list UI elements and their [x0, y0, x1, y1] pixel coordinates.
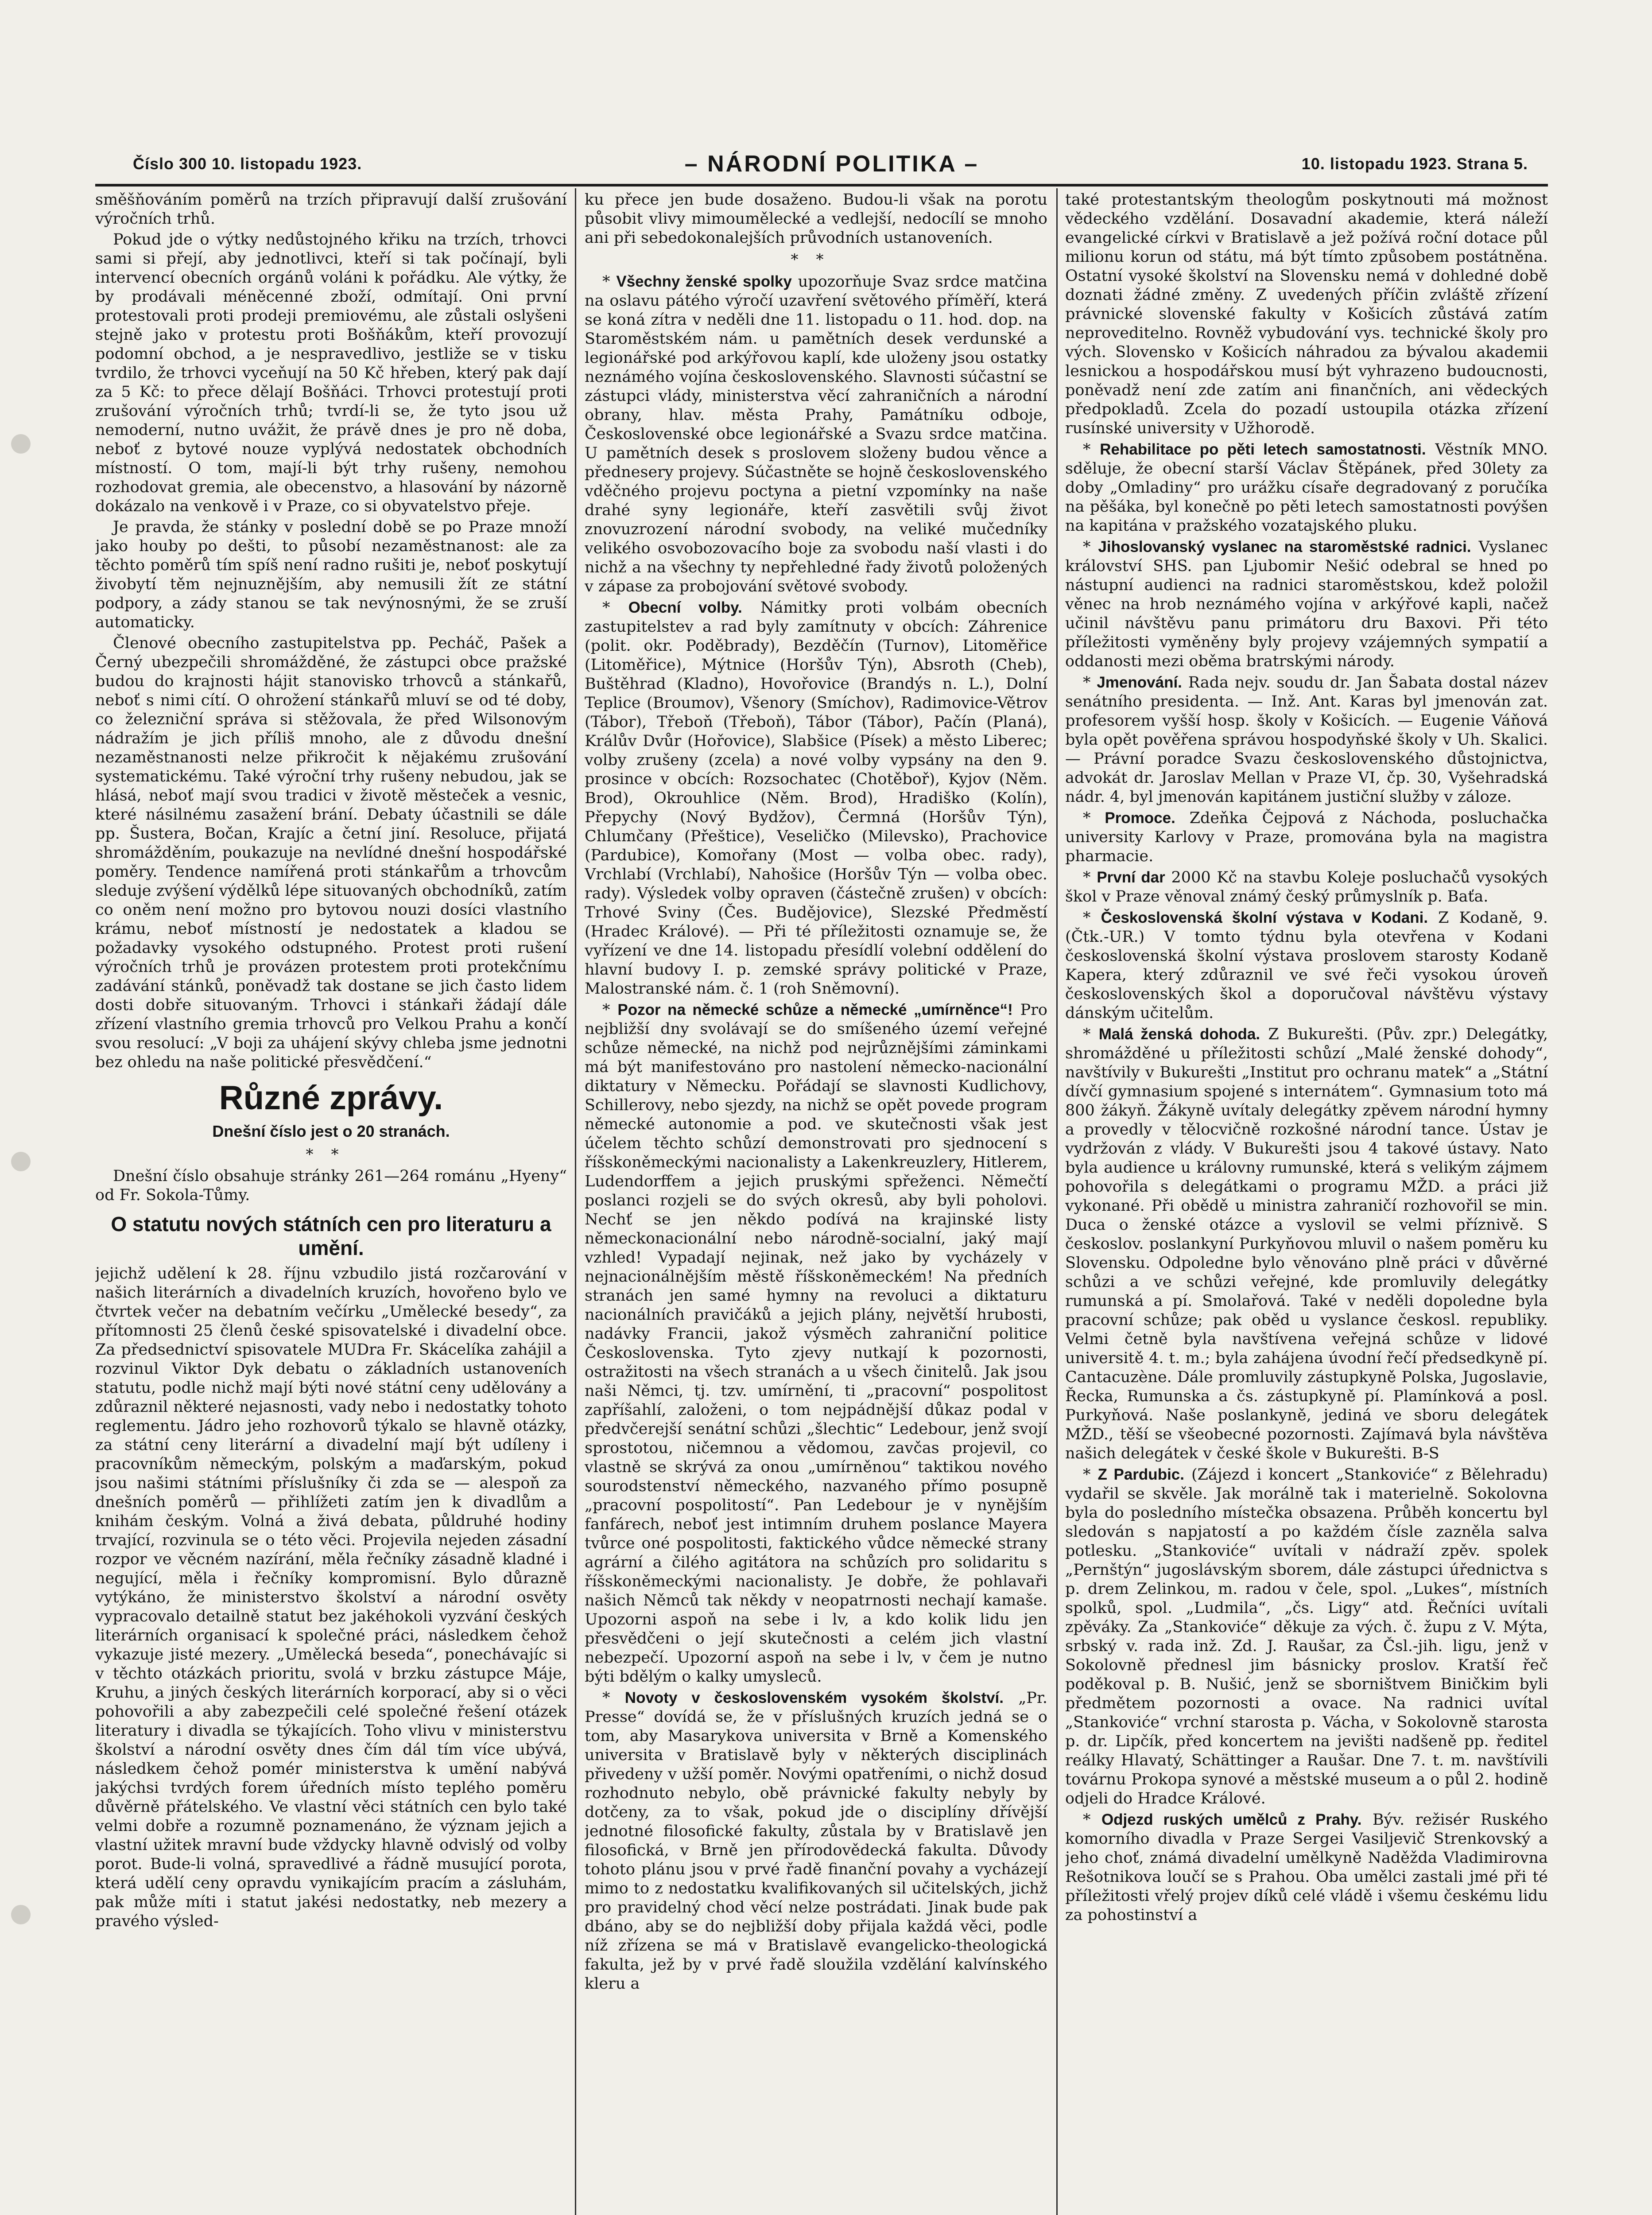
item-text: Věstník MNO. sděluje, že obecní starší Václav Štěpánek, před 30lety za doby „Omladiny“ pro urážku císaře degradovaný z poručíka na pěšáka, byl konečně po pěti letech samostatnosti povýšen na kapitána v pražského vozatajského pluku. [1065, 441, 1548, 535]
column-1 [95, 190, 567, 2215]
item-heading: Z Pardubic. [1097, 1466, 1184, 1483]
item-text: Z Bukurešti. (Pův. zpr.) Delegátky, shromážděné u příležitosti schůzí „Malé ženské dohody“, navštívily v Bukurešti „Institut pro ochranu matek“ a „Státní dívčí gymnasium spojené s internátem“. Gymnasium toto má 800 žákyň. Žákyně uvítaly delegátky zpěvem národní hymny a provedly v tělocvičně rozkošné národní tance. Ústav je vydržován z vlády. V Bukurešti jsou 4 takové ústavy. Nato byla audience u královny rumunské, která s velikým zájmem pohovořila s delegátkami o programu MŽD. a práci již vykonané. Při obědě u ministra zahraničí rozhovořil se min. Duca o ženské otázce a vyslovil se velmi příznivě. S českoslov. poslankyní Purkyňovou mluvil o našem poměru ku Slovensku. Odpoledne bylo věnováno plně práci v důvěrné schůzi a ve schůzi veřejné, kde promluvily delegátky rumunská a pí. Smolařová. Také v neděli dopoledne byla pracovní schůze; pak oběd u vyslance českosl. republiky. Velmi četně byla navštívena veřejná schůze v lidové universitě 4. t. m.; byla zahájena úvodní řečí předsedkyně pí. Cantacuzène. Dále promluvily zástupkyně Polska, Jugoslavie, Řecka, Rumunska a čs. zástupkyně pí. Plamínková a posl. Purkyňová. Naše poslankyně, jediná ve sboru delegátek MŽD., těší se všeobecné pozornosti. Zajímavá byla návštěva našich delegátek v české škole v Bukurešti. [1065, 1026, 1548, 1462]
notice-title: Dnešní číslo jest o 20 stranách. [212, 1122, 450, 1140]
paragraph: * Novoty v československém vysokém školství. „Pr. Presse“ dovídá se, že v příslušných kruzích jedná se o tom, aby Masarykova universita v Brně a Komenského universita v Bratislavě byly v některých disciplinách přivedeny v užší poměr. Novými opatřeními, o nichž dosud rozhodnuto nebylo, obě právnické fakulty nebyly by dotčeny, za to však, pokud jde o disciplíny dřívější jednotné filosofické fakulty, zůstala by v Bratislavě jen filosofická, v Brně jen přírodovědecká fakulta. Důvody tohoto plánu jsou v prvé řadě finanční povahy a vycházejí mimo to z nedostatku kvalifikovaných sil učitelských, jichž pro pravidelný chod věcí nelze postrádati. Jinak bude pak dbáno, aby se do nejbližší doby přijala každá věci, podle níž zřízena se má v Bratislavě evangelicko-theologická fakulta, jež by v prvé řadě sloužila vzdělání kalvínského kleru a [585, 1689, 1047, 1993]
item-text: Námitky proti volbám obecních zastupitelstev a rad byly zamítnuty v obcích: Záhrenice (polit. okr. Poděbrady), Bezděčín (Turnov), Litoměřice (Litoměřice), Mýtnice (Horšův Týn), Absroth (Cheb), Buštěhrad (Kladno), Hovořovice (Brandýs n. L.), Dolní Teplice (Broumov), Všenory (Smíchov), Radimovice-Větrov (Tábor), Třeboň (Třeboň), Tábor (Tábor), Pačín (Planá), Králův Dvůr (Hořovice), Slabšice (Písek) a město Liberec; volby zrušeny (zcela) a nové volby vypsány na den 9. prosince v obcích: Rozsochatec (Chotěboř), Kyjov (Něm. Brod), Okrouhlice (Něm. Brod), Hradiško (Kolín), Přepychy (Nový Bydžov), Čermná (Horšův Týn), Chlumčany (Přeštice), Veseličko (Milevsko), Prachovice (Pardubice), Komořany (Most — volba obec. rady), Vrchlabí (Vrchlabí), Nahošice (Horšův Týn — volba obec. rady). Výsledek volby opraven (částečně zrušen) v obcích: Trhové Sviny (Čes. Budějovice), Slezské Předměstí (Hradec Králové). — Při té příležitosti oznamuje se, že vyřízení ve dne 14. listopadu přesídlí volební oddělení do hlavní budovy I. p. zemské správy politické v Praze, Malostranské nám. č. 1 (roh Sněmovní). [585, 599, 1047, 998]
item-text: Rada nejv. soudu dr. Jan Šabata dostal název senátního presidenta. — Inž. Ant. Karas byl jmenován zat. profesorem vyšší hosp. školy v Košicích. — Eugenie Váňová byla opět pověřena správou hospodyňské školy v Uh. Skalici. — Právní poradce Svazu československého důstojnictva, advokát dr. Jaroslav Mellan v Praze VI, čp. 30, Vyšehradská nádr. 4, byl jmenován kapitánem justiční služby v záloze. [1065, 674, 1548, 806]
paragraph: * Obecní volby. Námitky proti volbám obecních zastupitelstev a rad byly zamítnuty v obcích: Záhrenice (polit. okr. Poděbrady), Bezděčín (Turnov), Litoměřice (Litoměřice), Mýtnice (Horšův Týn), Absroth (Cheb), Buštěhrad (Kladno), Hovořovice (Brandýs n. L.), Dolní Teplice (Broumov), Všenory (Smíchov), Radimovice-Větrov (Tábor), Třeboň (Třeboň), Tábor (Tábor), Pačín (Planá), Králův Dvůr (Hořovice), Slabšice (Písek) a město Liberec; volby zrušeny (zcela) a nové volby vypsány na den 9. prosince v obcích: Rozsochatec (Chotěboř), Kyjov (Něm. Brod), Okrouhlice (Něm. Brod), Hradiško (Kolín), Přepychy (Nový Bydžov), Čermná (Horšův Týn), Chlumčany (Přeštice), Veseličko (Milevsko), Prachovice (Pardubice), Komořany (Most — volba obec. rady), Vrchlabí (Vrchlabí), Nahošice (Horšův Týn — volba obec. rady). Výsledek volby opraven (částečně zrušen) v obcích: Trhové Sviny (Čes. Budějovice), Slezské Předměstí (Hradec Králové). — Při té příležitosti oznamuje se, že vyřízení ve dne 14. listopadu přesídlí volební oddělení do hlavní budovy I. p. zemské správy politické v Praze, Malostranské nám. č. 1 (roh Sněmovní). [585, 599, 1047, 998]
item-heading: Pozor na německé schůze a německé „umírněnce“! [617, 1001, 1013, 1018]
item-text: Z Kodaně, 9. (Čtk.-UR.) V tomto týdnu byla otevřena v Kodani československá školní výstava proslovem starosty Kodaně Kapera, který zdůraznil ve své řeči vysokou úroveň československých škol a doporučoval návštěvu výstavy dánským učitelům. [1065, 909, 1548, 1022]
paragraph: Členové obecního zastupitelstva pp. Pecháč, Pašek a Černý ubezpečili shromážděné, že zástupci obce pražské budou do krajnosti hájit stanovisko trhovců a stánkařů, neboť s nimi cítí. O ohrožení stánkařů mluví se od té doby, co železniční správa si stěžovala, že před Wilsonovým nádražím je jich příliš mnoho, ale z důvodu dnešní nezaměstnanosti nelze přikročit k nějakému zrušování systematickému. Také výroční trhy rušeny nebudou, jak se hlásá, neboť mají svou tradici v životě městeček a vesnic, které násilnému zasažení brání. Debaty účastnili se dále pp. Šustera, Bočan, Krajíc a četní jiní. Resoluce, přijatá shromážděním, poukazuje na nevlídné dnešní hospodářské poměry. Tendence namířená proti stánkařům a trhovcům sleduje zvýšení výdělků lépe situovaných obchodníků, zatím co oněm není možno pro bytovou nouzi dosíci vlastního krámu, neboť místností je nedostatek a kladou se požadavky vysokého odstupného. Protest proti rušení výročních trhů je provázen protestem proti protekčnímu zadávání stánků, poněvadž tak dostane se jich často lidem dosti dobře situovaným. Trhovci i stánkaři žádají dále zřízení vlastního gremia trhovců pro Velkou Prahu a končí svou resolucí: „V boji za uhájení skývy chleba jsme jednotni bez ohledu na naše politické přesvědčení.“ [95, 634, 567, 1071]
column-3 [1065, 190, 1548, 2215]
paragraph: * Pozor na německé schůze a německé „umírněnce“! Pro nejbližší dny svolávají se do smíšeného území veřejné schůze německé, na nichž pod nejrůznějšími záminkami má být manifestováno pro nastolení německo-nacionální diktatury v Německu. Pořádají se slavnosti Kudlichovy, Schillerovy, nebo sjezdy, na nichž se opět povede program německé autonomie a pod. ve skutečnosti však jest účelem těchto schůzí demonstrovati pro sjednocení s říšskoněmeckými nacionalisty a Lakenkreuzlery, Hitlerem, Ludendorffem a jejich pruskými spřeženci. Němečtí poslanci rozjeli se do svých okresů, aby byli poholovi. Nechť se jen někdo podívá na krajinské listy německonacionální nebo národně-socialní, jaký mají vzhled! Vypadají nejinak, než jako by vycházely v nejnacionálnějším městě říšskoněmeckém! Na předních stranách jen samé hymny na revoluci a diktaturu nacionálních pravičáků a jejich plány, největší hrubosti, nadávky Francii, jakož výsměch zahraniční politice Československa. Tyto zjevy nutkají k pozornosti, ostražitosti na všech stranách a u všech činitelů. Jak jsou naši Němci, tj. tzv. umírnění, ti „pracovní“ pospolitost zapříšahlí, založeni, o tom nejpádnější důkaz podal v předvčerejší senátní schůzi „šlechtic“ Ledebour, jenž svojí sprostotou, ničemnou a vědomou, zavčas projevil, co vlastně se skrývá za onou „umírněnou“ taktikou nového sourodstenství německého, nazvaného přímo posupně „pracovní pospolitostí“. Pan Ledebour je v nynějším fanfárech, neboť jest intimním druhem poslance Mayera tvůrce oné pospolitosti, faktického vůdce německé strany agrární a čilého agitátora na schůzích pro solidaritu s říšskoněmeckými nacionalisty. Je dobře, že pohlavaři našich Němců tak někdy v neopatrnosti nechají kamaše. Upozorni aspoň na sebe i lv, a kdo kolik lidu jen přesvědčeni o její skutečnosti a celém jich vlastní nebezpečí. Upozorní aspoň na sebe i lv, v čem je nutno býti bdělým o kalky umysleců. [585, 1001, 1047, 1686]
punch-hole [11, 1905, 31, 1924]
paragraph: Je pravda, že stánky v poslední době se po Praze množí jako houby po dešti, to působí nezaměstnanost: ale za těchto poměrů tím spíš není radno rušiti je, neboť poskytují živobytí těm nejnuznějším, aby nemusili žít ze státní podpory, a zády stanou se tak nevýnosnými, že se zruší automaticky. [95, 518, 567, 631]
paragraph: Pokud jde o výtky nedůstojného křiku na trzích, trhovci sami si přejí, aby jednotlivci, kteří si tak počínají, byli intervencí obecních orgánů voláni k pořádku. Ale výtky, že by prodávali méněcenné zboží, odmítají. Oni první protestovali proti prodeji premiovému, ale zůstali oslyšeni stejně jako v protestu proti Bošňákům, kteří provozují podomní obchod, a je nespravedlivo, jestliže se v tisku tvrdilo, že trhovci vyceňují na 50 Kč hřeben, který pak dají za 5 Kč: to přece dělají Bošňáci. Trhovci protestují proti zrušování výročních trhů; tvrdí-li se, že tyto jsou už nemoderní, nutno uvážit, že právě dnes je pro ně doba, neboť z bytové nouze vyplývá nedostatek obchodních místností. O tom, mají-li být trhy rušeny, nemohou rozhodovat gremia, ale obecenstvo, a hlasování by názorně dokázalo na venkově i v Praze, co si obyvatelstvo přeje. [95, 231, 567, 515]
column-divider [575, 188, 576, 2215]
section-title: Různé zprávy. [219, 1079, 443, 1117]
paragraph: * Jihoslovanský vyslanec na staroměstské radnici. Vyslanec království SHS. pan Ljubomir Nešić odebral se hned po nástupní audienci na radnici staroměstskou, kdež položil věnec na hrob neznámého vojína v arkýřové kapli, načež učinil návštěvu panu primátoru dru Baxovi. Při této příležitosti vyměněny byly projevy vzájemných sympatií a oddanosti mezi oběma bratrskými národy. [1065, 538, 1548, 670]
masthead [133, 146, 1528, 182]
column-2 [585, 190, 1047, 2215]
paragraph: * Malá ženská dohoda. Z Bukurešti. (Pův. zpr.) Delegátky, shromážděné u příležitosti schůzí „Malé ženské dohody“, navštívily v Bukurešti „Institut pro ochranu matek“ a „Státní dívčí gymnasium spojené s internátem“. Gymnasium toto má 800 žákyň. Žákyně uvítaly delegátky zpěvem národní hymny a provedly v tělocvičně rozkošné národní tance. Ústav je vydržován z vlády. V Bukurešti jsou 4 takové ústavy. Nato byla audience u královny rumunské, která s velikým zájmem pohovořila s delegátkami o programu MŽD. a práci již vykonané. Při obědě u ministra zahraničí rozhovořil se min. Duca o ženské otázce a vyslovil se velmi příznivě. S českoslov. poslankyní Purkyňovou mluvil o našem poměru ku Slovensku. Odpoledne bylo věnováno plně práci v důvěrné schůzi a ve schůzi veřejné, kde promluvily delegátky rumunská a pí. Smolařová. Také v neděli dopoledne byla pracovní schůze; pak oběd u vyslance českosl. republiky. Velmi četně byla navštívena veřejná schůze v lidové universitě 4. t. m.; byla zahájena úvodní řečí předsedkyně pí. Cantacuzène. Dále promluvily zástupkyně Polska, Jugoslavie, Řecka, Rumunska a čs. zástupkyně pí. Plamínková a posl. Purkyňová. Naše poslankyně, jediná ve sboru delegátek MŽD., těší se všeobecné pozornosti. Zajímavá byla návštěva našich delegátek v české škole v Bukurešti. B-S [1065, 1026, 1548, 1462]
item-text: upozorňuje Svaz srdce matčina na oslavu pátého výročí uzavření světového příměří, která se koná zítra v neděli dne 11. listopadu o 11. hod. dop. na Staroměstském nám. u pamětních desek verdunské a legionářské pod arkýřovou kaplí, kde uloženy jsou ostatky neznámého vojína československého. Slavnosti súčastní se zástupci vlády, ministerstva věcí zahraničních a národní obrany, hlav. města Prahy, Památníku odboje, Československé obce legionářské a Svazu srdce matčina. U pamětních desek s proslovem složeny budou věnce a přednesery projevy. Súčastněte se hojně československého vděčného projevu poctyna a pietní vzpomínky na naše drahé syny legionáře, kteří zasvětili svůj život znovuzrození národní svobody, na veliké mučedníky velikého osvobozovacího boje za svobodu naší vlasti i do nichž a na všechny ty nepřehledné řady životů položených v zápase za probojování světové svobody. [585, 273, 1047, 595]
item-heading: Všechny ženské spolky [616, 273, 792, 290]
punch-hole [11, 434, 31, 454]
paragraph: také protestantským theologům poskytnouti má možnost vědeckého vzdělání. Dosavadní akademie, která náleží evangelické církvi v Bratislavě a jež požívá roční dotace půl milionu korun od státu, má být tímto způsobem postátněna. Ostatní vysoké školství na Slovensku nemá v dohledné době doznati žádné změny. Z uvedených příčin zvláště zřízení právnické slovenské fakulty v Košicích zůstává zatím neproveditelno. Rovněž vybudování vys. technické školy pro vých. Slovensko v Košicích náhradou za bývalou akademii lesnickou a hospodářskou musí být vyhrazeno budoucnosti, poněvadž není zde zatím ani finančních, ani vědeckých předpokladů. Zcela do pozadí ustoupila otázka zřízení rusínské university v Užhorodě. [1065, 191, 1548, 437]
item-text: (Zájezd i koncert „Stankoviće“ z Bělehradu) vydařil se skvěle. Jak morálně tak i materielně. Sokolovna byla do posledního místečka obsazena. Průběh koncertu byl sledován s napjatostí a po každém čísle zazněla salva potlesku. „Stankoviće“ uvítali v nádraží zpěv. spolek „Pernštýn“ jugoslávským sborem, dále zástupci úřednictva s p. drem Zelinkou, m. radou v čele, spol. „Lukes“, místních spolků, spol. „Ludmila“, „čs. Ligy“ atd. Řečníci uvítali zpěváky. Za „Stankoviće“ děkuje za vých. č. župu z V. Mýta, srbský v. rada inž. Zd. J. Raušar, za Čsl.-jih. ligu, jenž v Sokolovně přednesl jim básnicky proslov. Kratší řeč poděkoval p. B. Nušić, jenž se sborništvem Biničkim byli předmětem pozornosti a ovace. Na radnici uvítal „Stankoviće“ vrchní starosta p. Vácha, v Sokolovně starosta p. dr. Lipčík, před koncertem na jevišti nadšeně pp. ředitel reálky Hlavatý, Schättinger a Raušar. Dne 7. t. m. navštívili továrnu Prokopa synové a městské museum a o půl 2. hodině odjeli do Hradce Králové. [1065, 1466, 1548, 1807]
item-text: Pro nejbližší dny svolávají se do smíšeného území veřejné schůze německé, na nichž pod nejrůznějšími záminkami má být manifestováno pro nastolení německo-nacionální diktatury v Německu. Pořádají se slavnosti Kudlichovy, Schillerovy, nebo sjezdy, na nichž se opět povede program německé autonomie a pod. ve skutečnosti však jest účelem těchto schůzí demonstrovati pro sjednocení s říšskoněmeckými nacionalisty a Lakenkreuzlery, Hitlerem, Ludendorffem a jejich pruskými spřeženci. Němečtí poslanci rozjeli se do svých okresů, aby byli poholovi. Nechť se jen někdo podívá na krajinské listy německonacionální nebo národně-socialní, jaký mají vzhled! Vypadají nejinak, než jako by vycházely v nejnacionálnějším městě říšskoněmeckém! Na předních stranách jen samé hymny na revoluci a diktaturu nacionálních pravičáků a jejich plány, největší hrubosti, nadávky Francii, jakož výsměch zahraniční politice Československa. Tyto zjevy nutkají k pozornosti, ostražitosti na všech stranách a u všech činitelů. Jak jsou naši Němci, tj. tzv. umírnění, ti „pracovní“ pospolitost zapříšahlí, založeni, o tom nejpádnější důkaz podal v předvčerejší senátní schůzi „šlechtic“ Ledebour, jenž svojí sprostotou, ničemnou a vědomou, zavčas projevil, co vlastně se skrývá za onou „umírněnou“ taktikou nového sourodstenství německého, nazvaného přímo posupně „pracovní pospolitostí“. Pan Ledebour je v nynějším fanfárech, neboť jest intimním druhem poslance Mayera tvůrce oné pospolitosti, faktického vůdce německé strany agrární a čilého agitátora na schůzích pro solidaritu s říšskoněmeckými nacionalisty. Je dobře, že pohlavaři našich Němců tak někdy v neopatrnosti nechají kamaše. Upozorni aspoň na sebe i lv, a kdo kolik lidu jen přesvědčeni o její skutečnosti a celém jich vlastní nebezpečí. Upozorní aspoň na sebe i lv, v čem je nutno býti bdělým o kalky umysleců. [585, 1001, 1047, 1686]
paragraph: jejichž udělení k 28. říjnu vzbudilo jistá rozčarování v našich literárních a divadelních kruzích, hovořeno bylo ve čtvrtek večer na debatním večírku „Umělecké besedy“, za přítomnosti 25 členů české spisovatelské i divadelní obce. Za předsednictví spisovatele MUDra Fr. Skácelíka zahájil a rozvinul Viktor Dyk debatu o základních ustanoveních statutu, podle nichž mají býti nové státní ceny udělovány a zdůraznil některé nejasnosti, vady nebo i nedostatky tohoto reglementu. Jádro jeho rozhovorů týkalo se hlavně otázky, za státní ceny literární a divadelní mají být udíleny i pracovníkům německým, polským a maďarským, pokud jsou našimi státními příslušníky či zda se — alespoň za dnešních poměrů — přihlížeti zatím jen k divadlům a knihám českým. Volná a živá debata, půldruhé hodiny trvající, rozvinula se o této věci. Projevila nejeden zásadní rozpor ve věcném nazírání, měla řečníky zásadně kladné i negující, měla i řečníky kompromisní. Bylo důrazně vytýkáno, že ministerstvo školství a národní osvěty vypracovalo detailně statut bez jakéhokoli vyzvání českých literárních organisací k společné práci, následkem čehož vykazuje jisté mezery. „Umělecká beseda“, ponechávajíc si v těchto otázkách prioritu, svolá v brzku zástupce Máje, Kruhu, a jiných českých literárních korporací, aby si o věci pohovořili a aby zabezpečili celé společné řešení otázek literatury i divadla se týkajících. Toho vlivu v ministerstvu školství a národní osvěty dnes čím dál tím více ubývá, následkem čehož pomér ministerstva k umění nabývá jakýchsi tvrdých forem úředních místo teplého poměru důvěrně přátelského. Ve vlastní věci státních cen bylo také velmi dobře a rozumně poznamenáno, že význam jejich a vlastní užitek mravní bude vždycky hlavně odvislý od volby porot. Bude-li volná, spravedlivé a řádně musující porota, která udělí ceny opravdu vynikajícím pracím a zásluhám, pak může míti i statut jakési nedostatky, neb mezery a pravého výsled- [95, 1265, 567, 1930]
column-divider [1056, 188, 1058, 2215]
item-heading: Československá školní výstava v Kodani. [1101, 909, 1428, 926]
paragraph: * Všechny ženské spolky upozorňuje Svaz srdce matčina na oslavu pátého výročí uzavření světového příměří, která se koná zítra v neděli dne 11. listopadu o 11. hod. dop. na Staroměstském nám. u pamětních desek verdunské a legionářské pod arkýřovou kaplí, kde uloženy jsou ostatky neznámého vojína československého. Slavnosti súčastní se zástupci vlády, ministerstva věcí zahraničních a národní obrany, hlav. města Prahy, Památníku odboje, Československé obce legionářské a Svazu srdce matčina. U pamětních desek s proslovem složeny budou věnce a přednesery projevy. Súčastněte se hojně československého vděčného projevu poctyna a pietní vzpomínky na naše drahé syny legionáře, kteří zasvětili svůj život znovuzrození národní svobody, na veliké mučedníky velikého osvobozovacího boje za svobodu naší vlasti i do nichž a na všechny ty nepřehledné řady životů položených v zápase za probojování světové svobody. [585, 273, 1047, 595]
paragraph: směšňováním poměrů na trzích připravují další zrušování výročních trhů. [95, 191, 567, 228]
item-heading: Novoty v československém vysokém školství. [624, 1689, 1004, 1706]
paragraph: * Československá školní výstava v Kodani. Z Kodaně, 9. (Čtk.-UR.) V tomto týdnu byla otevřena v Kodani československá školní výstava proslovem starosty Kodaně Kapera, který zdůraznil ve své řeči vysokou úroveň československých škol a doporučoval návštěvu výstavy dánským učitelům. [1065, 909, 1548, 1022]
separator-stars: ** [306, 1146, 357, 1163]
item-heading: Malá ženská dohoda. [1098, 1026, 1260, 1043]
article-title: O statutu nových státních cen pro literaturu a umění. [111, 1212, 551, 1259]
signature: B-S [1412, 1445, 1439, 1462]
issue-number-date: Číslo 300 10. listopadu 1923. [133, 155, 362, 173]
punch-hole [11, 1152, 31, 1171]
item-text: Zdeňka Čejpová z Náchoda, posluchačka university Karlovy v Praze, promována byla na magistra pharmacie. [1065, 809, 1548, 865]
item-heading: Rehabilitace po pěti letech samostatnosti. [1100, 441, 1426, 458]
paragraph: * Jmenování. Rada nejv. soudu dr. Jan Šabata dostal název senátního presidenta. — Inž. Ant. Karas byl jmenován zat. profesorem vyšší hosp. školy v Košicích. — Eugenie Váňová byla opět pověřena správou hospodyňské školy v Uh. Skalici. — Právní poradce Svazu československého důstojnictva, advokát dr. Jaroslav Mellan v Praze VI, čp. 30, Vyšehradská nádr. 4, byl jmenován kapitánem justiční služby v záloze. [1065, 674, 1548, 806]
item-heading: Odjezd ruských umělců z Prahy. [1101, 1811, 1362, 1828]
paragraph: * Rehabilitace po pěti letech samostatnosti. Věstník MNO. sděluje, že obecní starší Václav Štěpánek, před 30lety za doby „Omladiny“ pro urážku císaře degradovaný z poručíka na pěšáka, byl konečně po pěti letech samostatnosti povýšen na kapitána v pražského vozatajského pluku. [1065, 441, 1548, 535]
paragraph: ku přece jen bude dosaženo. Budou-li však na porotu působit vlivy mimoumělecké a vedlejší, nedocílí se mnoho ani při sebedokonalejších průvodních ustanoveních. [585, 191, 1047, 247]
paragraph: Dnešní číslo obsahuje stránky 261—264 románu „Hyeny“ od Fr. Sokola-Tůmy. [95, 1167, 567, 1204]
paragraph: * Promoce. Zdeňka Čejpová z Náchoda, posluchačka university Karlovy v Praze, promována byla na magistra pharmacie. [1065, 809, 1548, 865]
item-heading: Jmenování. [1097, 674, 1182, 691]
item-heading: Jihoslovanský vyslanec na staroměstské radnici. [1098, 538, 1471, 556]
item-text: „Pr. Presse“ dovídá se, že v příslušných kruzích jedná se o tom, aby Masarykova universita v Brně a Komenského universita v Bratislavě byly v některých disciplinách přivedeny v užší poměr. Novými opatřeními, o nichž dosud rozhodnuto nebylo, obě právnické fakulty nebyly by dotčeny, za to však, pokud jde o disciplíny dřívější jednotné filosofické fakulty, zůstala by v Bratislavě jen filosofická, v Brně jen přírodovědecká fakulta. Důvody tohoto plánu jsou v prvé řadě finanční povahy a vycházejí mimo to z nedostatku kvalifikovaných sil učitelských, jichž pro pravidelný chod věcí nelze postrádati. Jinak bude pak dbáno, aby se do nejbližší doby přijala každá věci, podle níž zřízena se má v Bratislavě evangelicko-theologická fakulta, jež by v prvé řadě sloužila vzdělání kalvínského kleru a [585, 1689, 1047, 1993]
date-page-number: 10. listopadu 1923. Strana 5. [1301, 155, 1528, 173]
paragraph: * Odjezd ruských umělců z Prahy. Býv. režisér Ruského komorního divadla v Praze Sergei Vasiljevič Strenkovský a jeho choť, známá divadelní umělkyně Naděžda Vladimirovna Rešotnikova loučí se s Prahou. Oba umělci zastali jmé při té příležitosti vřelý projev díků celé vládě i všemu českému lidu za pohostinství a [1065, 1811, 1548, 1924]
item-text: Vyslanec království SHS. pan Ljubomir Nešić odebral se hned po nástupní audienci na radnici staroměstskou, kdež položil věnec na hrob neznámého vojína v arkýřové kapli, načež učinil návštěvu panu primátoru dru Baxovi. Při této příležitosti vyměněny byly projevy vzájemných sympatií a oddanosti mezi oběma bratrskými národy. [1065, 538, 1548, 670]
item-heading: První dar [1097, 869, 1165, 886]
item-text: Býv. režisér Ruského komorního divadla v Praze Sergei Vasiljevič Strenkovský a jeho choť, známá divadelní umělkyně Naděžda Vladimirovna Rešotnikova loučí se s Prahou. Oba umělci zastali jmé při té příležitosti vřelý projev díků celé vládě i všemu českému lidu za pohostinství a [1065, 1811, 1548, 1924]
paragraph: * První dar 2000 Kč na stavbu Koleje posluchačů vysokých škol v Praze věnoval známý český průmyslník p. Baťa. [1065, 869, 1548, 905]
separator-stars: ** [791, 251, 842, 268]
header-rule [95, 184, 1548, 187]
item-heading: Promoce. [1105, 809, 1175, 827]
item-heading: Obecní volby. [628, 599, 742, 616]
newspaper-title: – NÁRODNÍ POLITIKA – [684, 151, 979, 177]
item-text: 2000 Kč na stavbu Koleje posluchačů vysokých škol v Praze věnoval známý český průmyslník p. Baťa. [1065, 869, 1548, 905]
paragraph: * Z Pardubic. (Zájezd i koncert „Stankoviće“ z Bělehradu) vydařil se skvěle. Jak morálně tak i materielně. Sokolovna byla do posledního místečka obsazena. Průběh koncertu byl sledován s napjatostí a po každém čísle zazněla salva potlesku. „Stankoviće“ uvítali v nádraží zpěv. spolek „Pernštýn“ jugoslávským sborem, dále zástupci úřednictva s p. drem Zelinkou, m. radou v čele, spol. „Lukes“, místních spolků, spol. „Ludmila“, „čs. Ligy“ atd. Řečníci uvítali zpěváky. Za „Stankoviće“ děkuje za vých. č. župu z V. Mýta, srbský v. rada inž. Zd. J. Raušar, za Čsl.-jih. ligu, jenž v Sokolovně přednesl jim básnicky proslov. Kratší řeč poděkoval p. B. Nušić, jenž se sborništvem Biničkim byli předmětem pozornosti a ovace. Na radnici uvítal „Stankoviće“ vrchní starosta p. Vácha, v Sokolovně starosta p. dr. Lipčík, před koncertem na jevišti nadšeně pp. ředitel reálky Hlavatý, Schättinger a Raušar. Dne 7. t. m. navštívili továrnu Prokopa synové a městské museum a o půl 2. hodině odjeli do Hradce Králové. [1065, 1466, 1548, 1807]
